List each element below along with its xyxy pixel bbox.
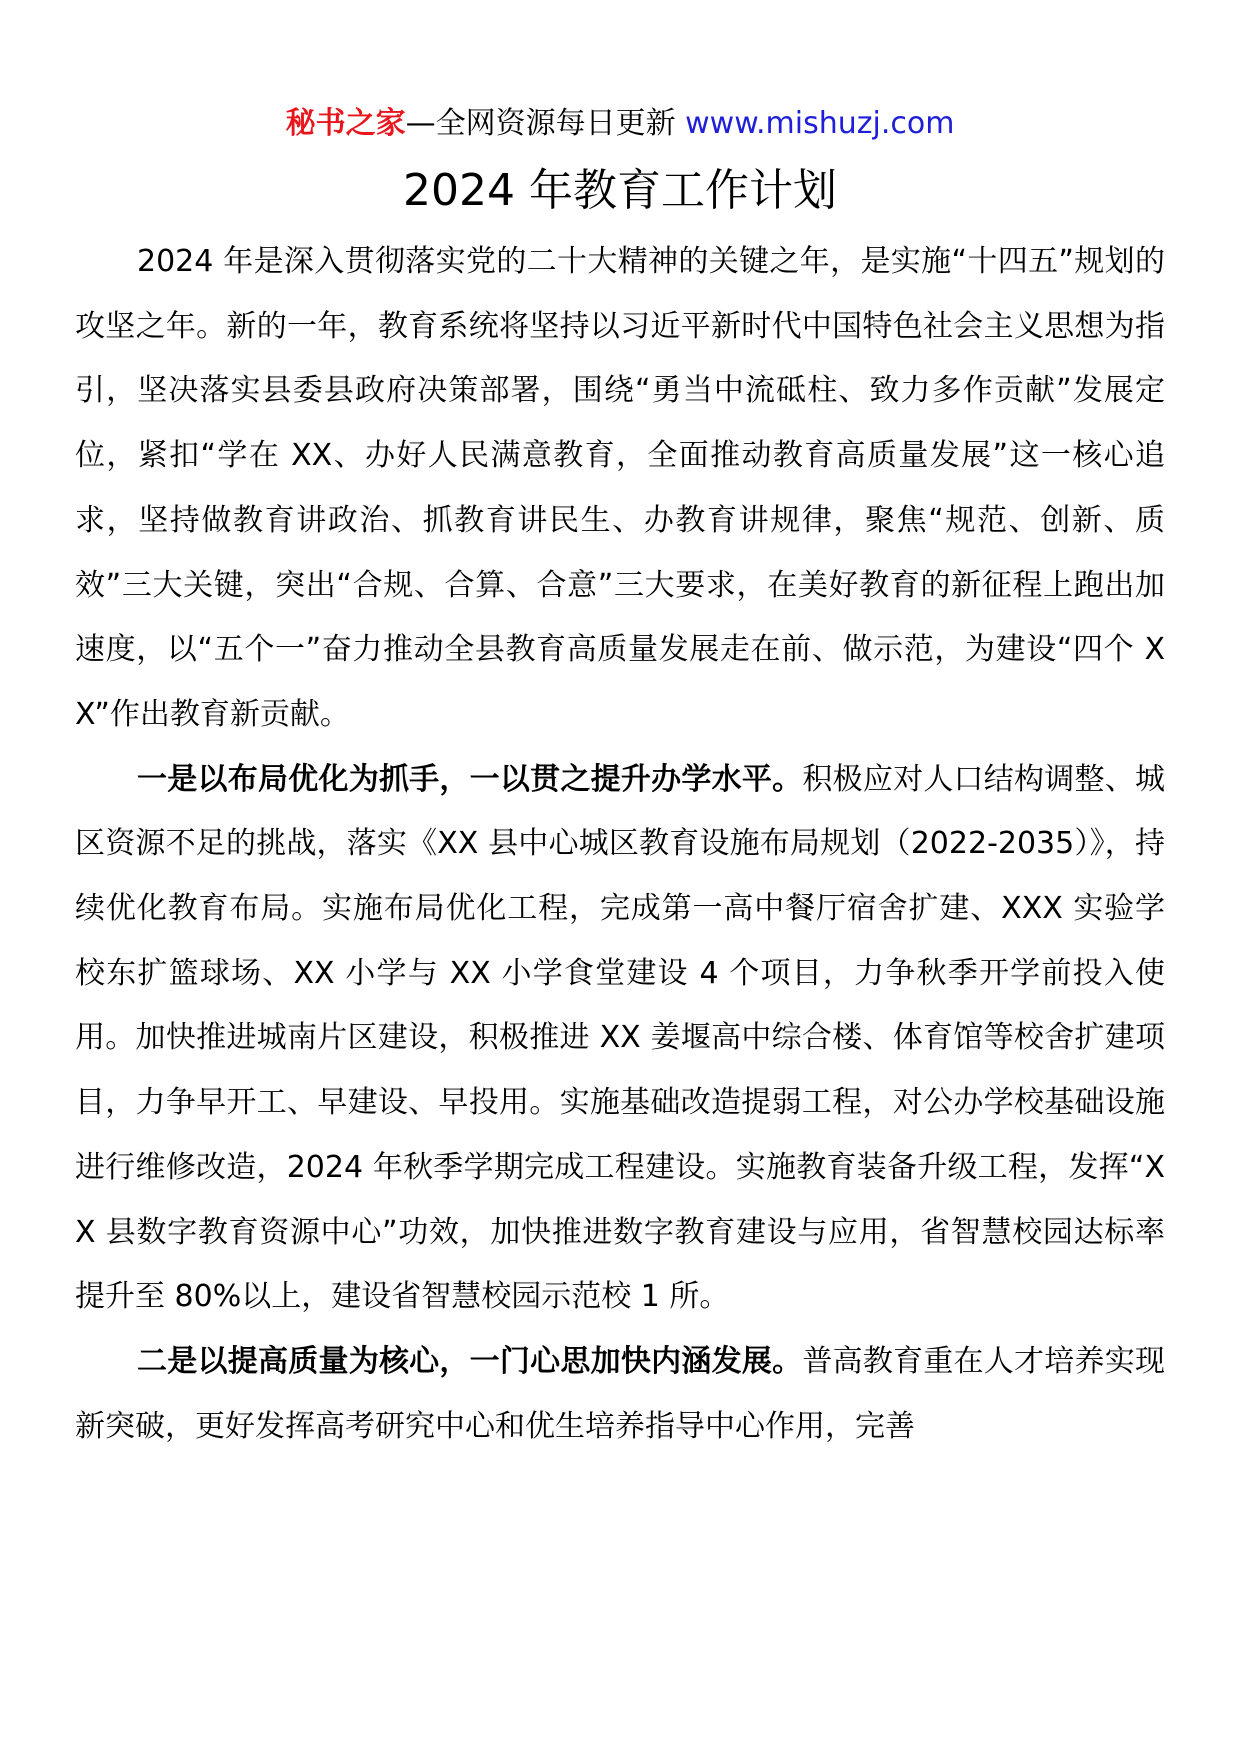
paragraph-lead: 一是以布局优化为抓手，一以贯之提升办学水平。	[137, 761, 803, 797]
paragraph-quality-improvement	[75, 1330, 1165, 1459]
site-url-link[interactable]: www.mishuzj.com	[685, 106, 955, 141]
paragraph-text: 2024 年是深入贯彻落实党的二十大精神的关键之年，是实施“十四五”规划的攻坚之年。新的一年，教育系统将坚持以习近平新时代中国特色社会主义思想为指引，坚决落实县委县政府决策部署，围绕“勇当中流砥柱、致力多作贡献”发展定位，紧扣“学在 XX、办好人民满意教育，全面推动教育高质量发展”这一核心追求，坚持做教育讲政治、抓教育讲民生、办教育讲规律，聚焦“规范、创新、质效”三大关键，突出“合规、合算、合意”三大要求，在美好教育的新征程上跑出加速度，以“五个一”奋力推动全县教育高质量发展走在前、做示范，为建设“四个 XX”作出教育新贡献。	[75, 244, 1165, 732]
paragraph-lead: 二是以提高质量为核心，一门心思加快内涵发展。	[137, 1343, 803, 1379]
site-header	[0, 102, 1240, 146]
document-title: 2024 年教育工作计划	[403, 165, 837, 216]
paragraph-layout-optimization	[75, 748, 1165, 1330]
site-name: 秘书之家	[285, 106, 406, 141]
paragraph-intro	[75, 230, 1165, 748]
paragraph-text: 积极应对人口结构调整、城区资源不足的挑战，落实《XX 县中心城区教育设施布局规划（2022-2035）》，持续优化教育布局。实施布局优化工程，完成第一高中餐厅宿舍扩建、XXX 实验学校东扩篮球场、XX 小学与 XX 小学食堂建设 4 个项目，力争秋季开学前投入使用。加快推进城南片区建设，积极推进 XX 姜堰高中综合楼、体育馆等校舍扩建项目，力争早开工、早建设、早投用。实施基础改造提弱工程，对公办学校基础设施进行维修改造，2024 年秋季学期完成工程建设。实施教育装备升级工程，发挥“XX 县数字教育资源中心”功效，加快推进数字教育建设与应用，省智慧校园达标率提升至 80%以上，建设省智慧校园示范校 1 所。	[75, 761, 1166, 1315]
site-tagline: —全网资源每日更新	[405, 106, 686, 141]
paragraph-text: 普高教育重在人才培养实现新突破，更好发挥高考研究中心和优生培养指导中心作用，完善	[75, 1343, 1166, 1444]
document-body	[75, 230, 1165, 1459]
